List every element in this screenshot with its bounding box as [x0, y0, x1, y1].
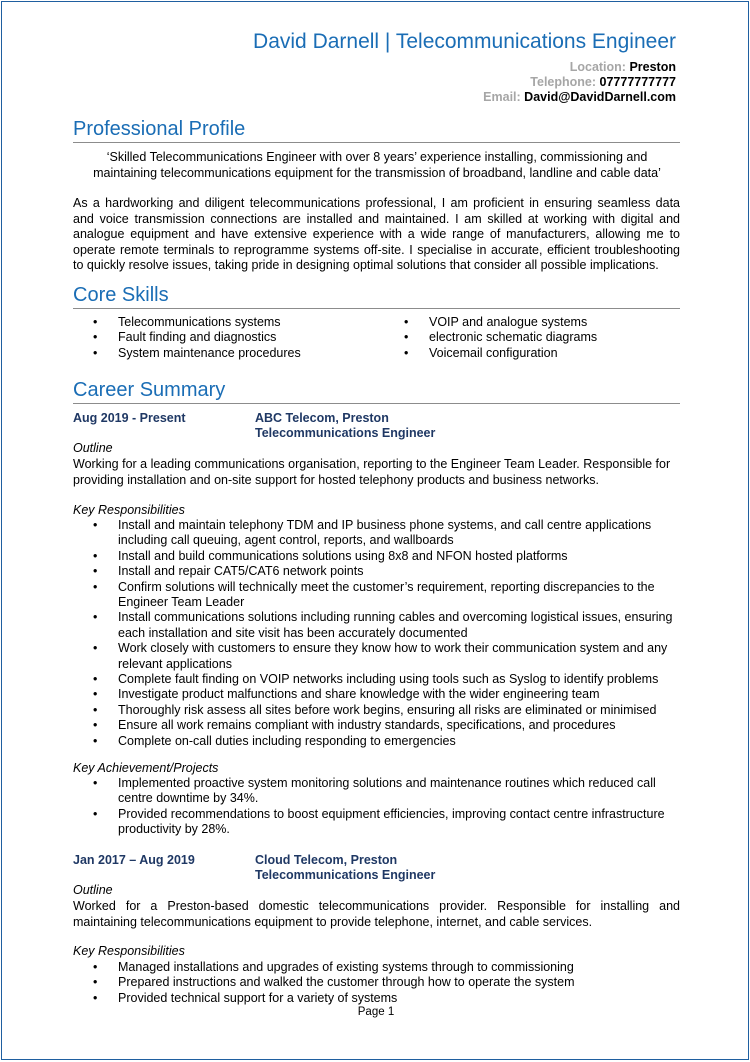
list-item: • Install and maintain telephony TDM and IP business phone systems, and call centre applications including call queuing, agent control, reports, and wallboards: [73, 518, 683, 549]
achievements-label: Key Achievement/Projects: [73, 761, 219, 775]
achievements-list: [73, 776, 683, 838]
profile-quote: ‘Skilled Telecommunications Engineer with over 8 years’ experience installing, commissioning and maintaining telecommunications equipment for the transmission of broadband, landline and cable data’: [93, 150, 661, 180]
list-item: • Provided recommendations to boost equipment efficiencies, improving contact centre infrastructure productivity by 28%.: [73, 807, 683, 838]
cv-title: David Darnell | Telecommunications Engineer: [253, 30, 676, 53]
cv-page: [1, 1, 749, 1060]
list-item: • Provided technical support for a variety of systems: [73, 991, 683, 1006]
list-item: • Managed installations and upgrades of existing systems through to commissioning: [73, 960, 683, 975]
email-label: Email:: [483, 90, 521, 104]
list-item: • Install and build communications solutions using 8x8 and NFON hosted platforms: [73, 549, 683, 564]
job-outline: Working for a leading communications organisation, reporting to the Engineer Team Leader. Responsible for providing installation and on-site support for hosted telephony products and business networks.: [73, 457, 671, 487]
contact-telephone: [530, 75, 676, 90]
list-item: • Implemented proactive system monitoring solutions and maintenance routines which reduced call centre downtime by 34%.: [73, 776, 683, 807]
email-value[interactable]: David@DavidDarnell.com: [524, 90, 676, 104]
job-company: Cloud Telecom, Preston: [255, 853, 398, 867]
page-number: Page 1: [357, 1006, 395, 1018]
location-value: Preston: [629, 60, 676, 74]
job-outline: Worked for a Preston-based domestic telecommunications provider. Responsible for installing and maintaining telecommunications equipment to provide telephone, internet, and cable services.: [73, 899, 680, 929]
outline-label: Outline: [73, 883, 113, 897]
job-role: Telecommunications Engineer: [255, 868, 436, 882]
skills-list-right: [384, 315, 684, 361]
telephone-value: 07777777777: [599, 75, 676, 89]
list-item: • Prepared instructions and walked the customer through how to operate the system: [73, 975, 683, 990]
section-heading-career: Career Summary: [73, 378, 680, 404]
list-item: • Thoroughly risk assess all sites before work begins, ensuring all risks are eliminated or minimised: [73, 703, 683, 718]
responsibilities-list: [73, 518, 683, 749]
list-item: • Investigate product malfunctions and share knowledge with the wider engineering team: [73, 687, 683, 702]
skill-item: • System maintenance procedures: [73, 346, 373, 361]
job-dates: Jan 2017 – Aug 2019: [73, 853, 195, 867]
skills-list-left: [73, 315, 373, 361]
skill-item: • Fault finding and diagnostics: [73, 330, 373, 345]
job-dates: Aug 2019 - Present: [73, 411, 186, 425]
responsibilities-label: Key Responsibilities: [73, 503, 185, 517]
job-role: Telecommunications Engineer: [255, 426, 436, 440]
skill-item: • Telecommunications systems: [73, 315, 373, 330]
list-item: • Work closely with customers to ensure they know how to work their communication system and any relevant applications: [73, 641, 683, 672]
section-heading-profile: Professional Profile: [73, 117, 680, 143]
job-company: ABC Telecom, Preston: [255, 411, 389, 425]
skill-item: • Voicemail configuration: [384, 346, 684, 361]
section-heading-skills: Core Skills: [73, 283, 680, 309]
profile-body: As a hardworking and diligent telecommunications professional, I am proficient in ensuring seamless data and voice transmission connections are installed and maintained. I am skilled at working with digital and analogue equipment and have extensive experience with a wide range of manufacturers, allowing me to operate remote terminals to reprogramme systems off-site. I specialise in accurate, efficient troubleshooting to quickly resolve issues, taking pride in designing optimal solutions that consider all possible implications.: [73, 196, 680, 272]
location-label: Location:: [569, 60, 626, 74]
contact-location: [570, 60, 676, 75]
list-item: • Complete on-call duties including responding to emergencies: [73, 734, 683, 749]
skill-item: • electronic schematic diagrams: [384, 330, 684, 345]
telephone-label: Telephone:: [530, 75, 597, 89]
responsibilities-list: [73, 960, 683, 1006]
responsibilities-label: Key Responsibilities: [73, 944, 185, 958]
contact-email: [483, 90, 676, 105]
list-item: • Ensure all work remains compliant with industry standards, specifications, and procedures: [73, 718, 683, 733]
skill-item: • VOIP and analogue systems: [384, 315, 684, 330]
list-item: • Confirm solutions will technically meet the customer’s requirement, reporting discrepancies to the Engineer Team Leader: [73, 580, 683, 611]
list-item: • Install communications solutions including running cables and overcoming logistical issues, ensuring each installation and site visit has been accurately documented: [73, 610, 683, 641]
list-item: • Complete fault finding on VOIP networks including using tools such as Syslog to identify problems: [73, 672, 683, 687]
outline-label: Outline: [73, 441, 113, 455]
list-item: • Install and repair CAT5/CAT6 network points: [73, 564, 683, 579]
